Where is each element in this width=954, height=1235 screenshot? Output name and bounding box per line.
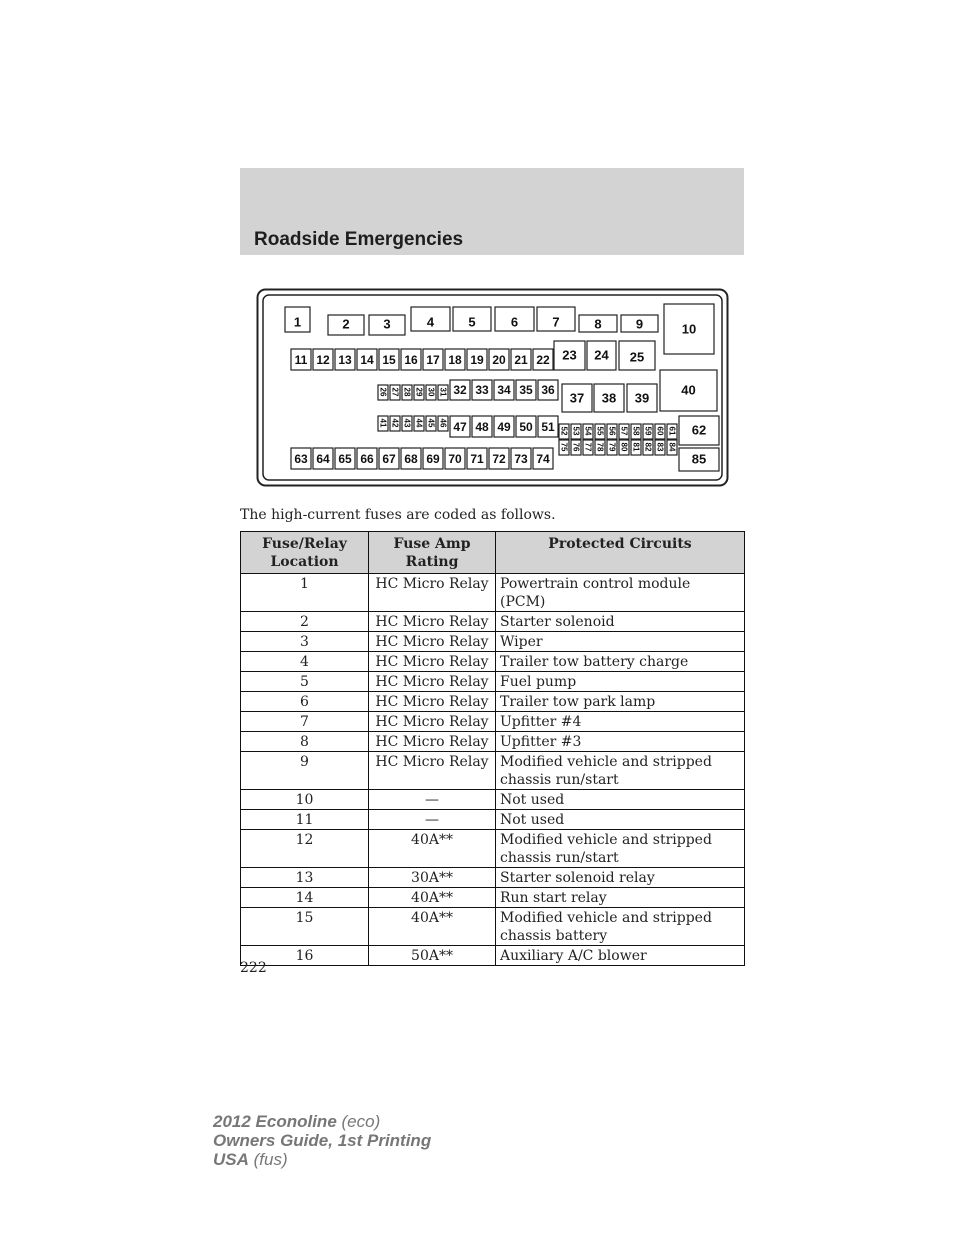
fuse-slot — [378, 385, 388, 400]
cell-circuit: Fuel pump — [496, 672, 745, 692]
fuse-label: 70 — [448, 452, 462, 466]
cell-location: 14 — [241, 888, 369, 908]
cell-rating: — — [369, 790, 496, 810]
cell-rating: 30A** — [369, 868, 496, 888]
cell-rating: 40A** — [369, 888, 496, 908]
fuse-slot — [423, 448, 443, 469]
fuse-slot — [631, 424, 641, 439]
footer-market-code: (fus) — [253, 1150, 288, 1169]
fuse-label: 52 — [559, 426, 569, 436]
cell-location: 1 — [241, 574, 369, 612]
table-row — [241, 672, 745, 692]
fuse-label: 78 — [595, 442, 605, 452]
section-header-band — [240, 168, 744, 255]
fuse-label: 65 — [338, 452, 352, 466]
cell-circuit: Starter solenoid — [496, 612, 745, 632]
cell-location: 4 — [241, 652, 369, 672]
fuse-slot — [313, 448, 333, 469]
fuse-slot — [472, 416, 492, 437]
cell-rating: HC Micro Relay — [369, 752, 496, 790]
fuse-slot — [619, 341, 655, 370]
fuse-slot — [402, 385, 412, 400]
cell-circuit: Modified vehicle and stripped chassis battery — [496, 908, 745, 946]
fuse-slot — [472, 380, 492, 400]
table-row — [241, 712, 745, 732]
table-header-row — [241, 532, 745, 574]
fuse-slot — [583, 440, 593, 455]
cell-rating: HC Micro Relay — [369, 612, 496, 632]
fuse-slot — [533, 349, 553, 370]
fuse-slot — [467, 448, 487, 469]
fuse-slot — [378, 416, 388, 431]
table-row — [241, 652, 745, 672]
fuse-slot — [667, 424, 677, 439]
fuse-label: 34 — [497, 383, 511, 397]
cell-rating: HC Micro Relay — [369, 574, 496, 612]
fuse-label: 82 — [643, 442, 653, 452]
fuse-label: 51 — [541, 420, 555, 434]
fuse-label: 75 — [559, 442, 569, 452]
fuse-slot — [379, 349, 399, 370]
fuse-slot — [489, 448, 509, 469]
fuse-slot — [401, 349, 421, 370]
cell-location: 16 — [241, 946, 369, 966]
fuse-label: 64 — [316, 452, 330, 466]
fuse-label: 10 — [681, 321, 697, 337]
fuse-label: 45 — [426, 418, 436, 428]
fuse-label: 71 — [470, 452, 484, 466]
footer-model-code: (eco) — [341, 1112, 381, 1131]
header-rating: Fuse Amp Rating — [369, 532, 496, 574]
fuse-slot — [559, 440, 569, 455]
fuse-label: 81 — [631, 442, 641, 452]
fuse-slot — [583, 424, 593, 439]
fuse-label: 50 — [519, 420, 533, 434]
fuse-label: 5 — [468, 314, 476, 330]
cell-rating: — — [369, 810, 496, 830]
cell-location: 7 — [241, 712, 369, 732]
fuse-label: 32 — [453, 383, 467, 397]
fuse-slot — [516, 380, 536, 400]
fuse-label: 42 — [390, 418, 400, 428]
fuse-label: 49 — [497, 420, 511, 434]
fuse-slot — [571, 424, 581, 439]
fuse-label: 63 — [294, 452, 308, 466]
fuse-label: 33 — [475, 383, 489, 397]
fuse-label: 44 — [414, 418, 424, 428]
fuse-slot — [538, 416, 558, 437]
cell-rating: HC Micro Relay — [369, 692, 496, 712]
fuse-slot — [357, 448, 377, 469]
cell-rating: HC Micro Relay — [369, 712, 496, 732]
fuse-slot — [438, 416, 448, 431]
fuse-slot — [426, 416, 436, 431]
cell-location: 10 — [241, 790, 369, 810]
footer-market: USA — [213, 1150, 249, 1169]
fuse-slot — [369, 315, 405, 335]
fuse-slot — [562, 384, 592, 412]
fuse-label: 83 — [655, 442, 665, 452]
cell-location: 3 — [241, 632, 369, 652]
fuse-label: 84 — [667, 442, 677, 452]
fuse-label: 73 — [514, 452, 528, 466]
fuse-label: 12 — [316, 353, 330, 367]
table-row — [241, 908, 745, 946]
fuse-label: 53 — [571, 426, 581, 436]
header-location: Fuse/Relay Location — [241, 532, 369, 574]
section-title: Roadside Emergencies — [254, 229, 464, 250]
fuse-slot — [328, 315, 364, 335]
fuse-slot — [495, 307, 534, 331]
fuse-slot — [607, 440, 617, 455]
fuse-label: 47 — [453, 420, 467, 434]
header-circuits: Protected Circuits — [496, 532, 745, 574]
fuse-label: 60 — [655, 426, 665, 436]
fuse-slot — [587, 341, 616, 370]
fuse-label: 38 — [601, 390, 617, 406]
fuse-slot — [401, 448, 421, 469]
fuse-label: 85 — [691, 451, 707, 467]
fuse-label: 54 — [583, 426, 593, 436]
fuse-slot — [594, 384, 624, 412]
table-row — [241, 692, 745, 712]
cell-location: 8 — [241, 732, 369, 752]
fuse-label: 17 — [426, 353, 440, 367]
cell-circuit: Wiper — [496, 632, 745, 652]
fuse-label: 31 — [438, 387, 448, 397]
fuse-label: 24 — [594, 347, 609, 363]
fuse-slot — [679, 448, 719, 471]
fuse-label: 66 — [360, 452, 374, 466]
fuse-slot — [414, 416, 424, 431]
page-number: 222 — [240, 960, 267, 976]
fuse-label: 57 — [619, 426, 629, 436]
footer-line-1 — [213, 1112, 431, 1131]
fuse-label: 40 — [681, 382, 696, 398]
fuse-label: 26 — [378, 387, 388, 397]
fuse-label: 35 — [519, 383, 533, 397]
fuse-label: 37 — [569, 390, 585, 406]
fuse-label: 48 — [475, 420, 489, 434]
fuse-label: 41 — [378, 418, 388, 428]
fuse-slot — [445, 448, 465, 469]
table-row — [241, 888, 745, 908]
table-row — [241, 830, 745, 868]
fuse-slot — [619, 424, 629, 439]
footer-printing: Owners Guide, 1st Printing — [213, 1131, 432, 1150]
fuse-label: 22 — [536, 353, 550, 367]
fuse-label: 77 — [583, 442, 593, 452]
fuse-slot — [390, 416, 400, 431]
footer-line-3 — [213, 1150, 431, 1169]
cell-circuit: Not used — [496, 810, 745, 830]
fuse-label: 18 — [448, 353, 462, 367]
footer-line-2 — [213, 1131, 431, 1150]
fuse-slot — [285, 307, 310, 332]
fuse-slot — [667, 440, 677, 455]
table-row — [241, 790, 745, 810]
fuse-slot — [335, 448, 355, 469]
fuse-slot — [511, 448, 531, 469]
cell-location: 12 — [241, 830, 369, 868]
fuse-slot — [489, 349, 509, 370]
fuse-label: 25 — [629, 349, 645, 365]
fuse-label: 36 — [541, 383, 555, 397]
fuse-slot — [494, 416, 514, 437]
fuse-slot — [357, 349, 377, 370]
fuse-slot — [453, 307, 491, 331]
fuse-slot — [438, 385, 448, 400]
table-row — [241, 810, 745, 830]
cell-rating: 40A** — [369, 908, 496, 946]
fuse-label: 29 — [414, 387, 424, 397]
fuse-label: 43 — [402, 418, 412, 428]
fuse-slot — [655, 440, 665, 455]
fuse-slot — [411, 307, 450, 331]
fuse-slot — [390, 385, 400, 400]
cell-location: 13 — [241, 868, 369, 888]
cell-location: 2 — [241, 612, 369, 632]
footer — [213, 1112, 431, 1169]
fuse-slot — [450, 416, 470, 437]
fuse-label: 55 — [595, 426, 605, 436]
fuse-label: 13 — [338, 353, 352, 367]
fuse-label: 23 — [562, 347, 577, 363]
fuse-slot — [679, 416, 719, 445]
cell-location: 6 — [241, 692, 369, 712]
fuse-slot — [494, 380, 514, 400]
fuse-slot — [335, 349, 355, 370]
fuse-label: 2 — [342, 316, 350, 332]
cell-circuit: Powertrain control module (PCM) — [496, 574, 745, 612]
cell-circuit: Run start relay — [496, 888, 745, 908]
fuse-label: 59 — [643, 426, 653, 436]
cell-circuit: Trailer tow battery charge — [496, 652, 745, 672]
fuse-slot — [291, 448, 311, 469]
fuse-slot — [595, 424, 605, 439]
fuse-label: 68 — [404, 452, 418, 466]
fuse-slot — [538, 380, 558, 400]
fuse-label: 79 — [607, 442, 617, 452]
fuse-slot — [627, 384, 657, 412]
fuse-slot — [467, 349, 487, 370]
fuse-label: 46 — [438, 418, 448, 428]
fuse-slot — [631, 440, 641, 455]
fuse-label: 61 — [667, 426, 677, 436]
fuse-label: 39 — [634, 390, 650, 406]
fuse-label: 19 — [470, 353, 484, 367]
fuse-label: 16 — [404, 353, 418, 367]
fuse-slot — [414, 385, 424, 400]
fuse-slot — [533, 448, 553, 469]
fuse-slot — [537, 307, 575, 331]
fuse-label: 3 — [383, 316, 391, 332]
fuse-slot — [426, 385, 436, 400]
cell-circuit: Auxiliary A/C blower — [496, 946, 745, 966]
fuse-label: 62 — [691, 422, 707, 438]
fuse-label: 28 — [402, 387, 412, 397]
table-row — [241, 752, 745, 790]
cell-location: 5 — [241, 672, 369, 692]
cell-rating: 50A** — [369, 946, 496, 966]
table-row — [241, 574, 745, 612]
fuse-slot — [554, 341, 585, 370]
fuse-panel-diagram — [256, 288, 729, 487]
fuse-label: 4 — [426, 314, 435, 330]
fuse-slot — [595, 440, 605, 455]
fuse-label: 30 — [426, 387, 436, 397]
fuse-slot — [643, 424, 653, 439]
fuse-label: 56 — [607, 426, 617, 436]
fuse-label: 27 — [390, 387, 400, 397]
table-row — [241, 868, 745, 888]
cell-rating: HC Micro Relay — [369, 652, 496, 672]
fuse-label: 21 — [514, 353, 528, 367]
fuse-label: 9 — [635, 316, 644, 332]
intro-text: The high-current fuses are coded as follows. — [240, 507, 556, 523]
fuse-slot — [571, 440, 581, 455]
cell-circuit: Upfitter #3 — [496, 732, 745, 752]
fuse-label: 8 — [594, 316, 602, 332]
fuse-slot — [607, 424, 617, 439]
fuse-slot — [450, 380, 470, 400]
fuse-slot — [511, 349, 531, 370]
fuse-label: 14 — [360, 353, 374, 367]
fuse-label: 67 — [382, 452, 396, 466]
cell-location: 9 — [241, 752, 369, 790]
cell-circuit: Modified vehicle and stripped chassis run/start — [496, 830, 745, 868]
cell-location: 15 — [241, 908, 369, 946]
fuse-slot — [313, 349, 333, 370]
fuse-label: 72 — [492, 452, 506, 466]
cell-circuit: Modified vehicle and stripped chassis run/start — [496, 752, 745, 790]
fuse-slot — [379, 448, 399, 469]
fuse-slot — [291, 349, 311, 370]
fuse-slot — [423, 349, 443, 370]
fuse-label: 20 — [492, 353, 506, 367]
fuse-slot — [579, 315, 617, 332]
cell-location: 11 — [241, 810, 369, 830]
cell-circuit: Not used — [496, 790, 745, 810]
table-row — [241, 732, 745, 752]
fuse-slot — [516, 416, 536, 437]
cell-rating: HC Micro Relay — [369, 732, 496, 752]
cell-rating: HC Micro Relay — [369, 632, 496, 652]
fuse-label: 58 — [631, 426, 641, 436]
fuse-slot — [664, 304, 714, 354]
fuse-label: 7 — [552, 314, 560, 330]
cell-circuit: Trailer tow park lamp — [496, 692, 745, 712]
fuse-label: 76 — [571, 442, 581, 452]
fuse-label: 15 — [382, 353, 396, 367]
cell-rating: HC Micro Relay — [369, 672, 496, 692]
fuse-label: 6 — [510, 314, 519, 330]
fuse-label: 80 — [619, 442, 629, 452]
fuse-slot — [621, 315, 658, 332]
cell-circuit: Starter solenoid relay — [496, 868, 745, 888]
cell-rating: 40A** — [369, 830, 496, 868]
fuse-label: 1 — [293, 314, 302, 330]
table-row — [241, 946, 745, 966]
fuse-slot — [643, 440, 653, 455]
table-row — [241, 612, 745, 632]
fuse-slot — [660, 370, 717, 411]
fuse-slot — [619, 440, 629, 455]
fuse-label: 11 — [294, 353, 308, 367]
footer-model: 2012 Econoline — [213, 1112, 337, 1131]
fuse-slot — [402, 416, 412, 431]
cell-circuit: Upfitter #4 — [496, 712, 745, 732]
table-row — [241, 632, 745, 652]
fuse-label: 69 — [426, 452, 440, 466]
fuse-slot — [559, 424, 569, 439]
fuse-slot — [655, 424, 665, 439]
fuse-label: 74 — [536, 452, 550, 466]
fuse-slot — [445, 349, 465, 370]
fuse-table — [240, 531, 745, 966]
